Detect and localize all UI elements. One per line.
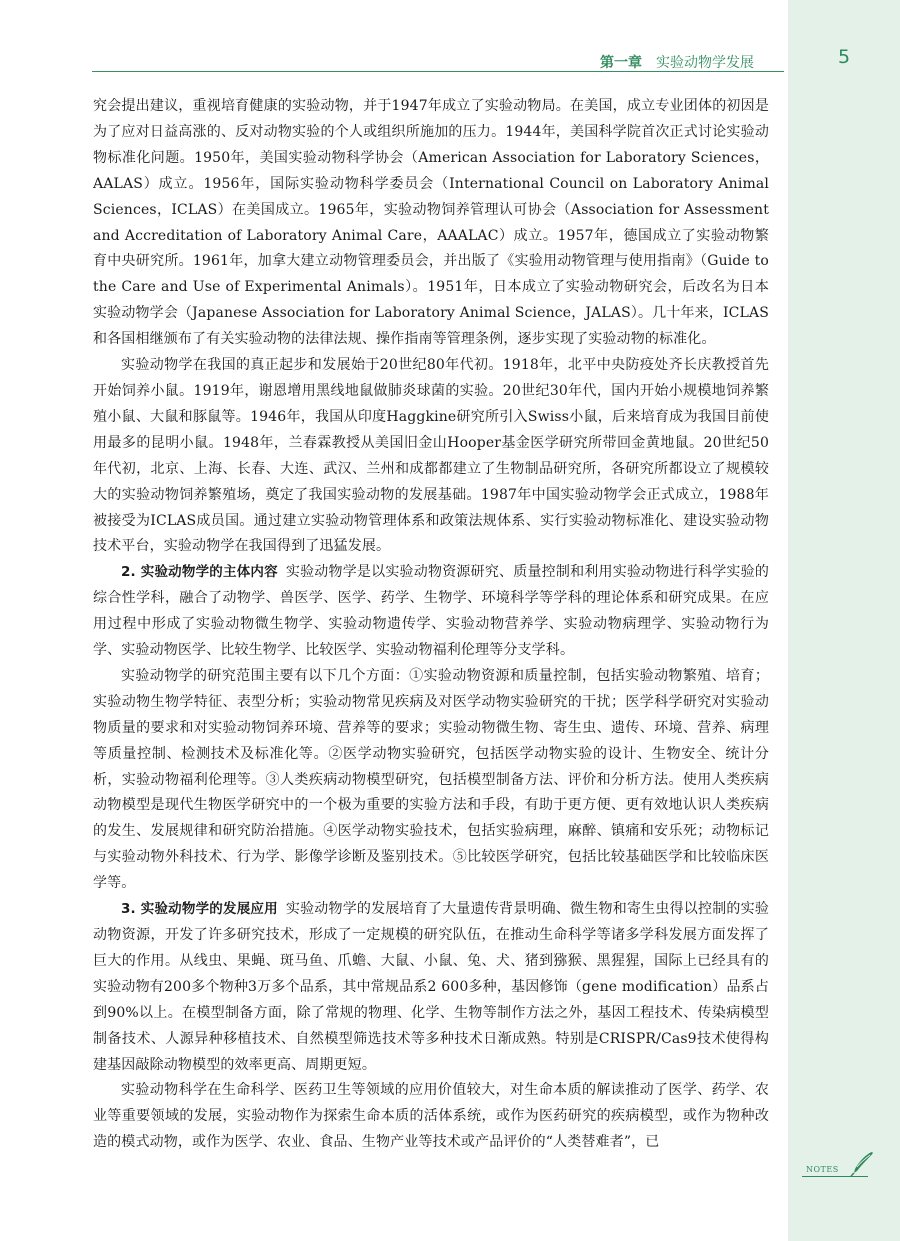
notes-margin [788, 0, 900, 1241]
header-divider [92, 71, 784, 72]
section-heading: 2. 实验动物学的主体内容 [121, 564, 278, 581]
paragraph [93, 353, 769, 560]
paragraph-text: 究会提出建议，重视培育健康的实验动物，并于1947年成立了实验动物局。在美国，成立专业团体的初因是为了应对日益高涨的、反对动物实验的个人或组织所施加的压力。1944年，美国科学院首次正式讨论实验动物标准化问题。1950年，美国实验动物科学协会（American Association for Laboratory Sciences，AALAS）成立。1956年，国际实验动物科学委员会（International Council on Laboratory Animal Sciences，ICLAS）在美国成立。1965年，实验动物饲养管理认可协会（Association for Assessment and Accreditation of Laboratory Animal Care，AAALAC）成立。1957年，德国成立了实验动物繁育中央研究所。1961年，加拿大建立动物管理委员会，并出版了《实验用动物管理与使用指南》（Guide to the Care and Use of Experimental Animals）。1951年，日本成立了实验动物研究会，后改名为日本实验动物学会（Japanese Association for Laboratory Animal Science，JALAS）。几十年来，ICLAS和各国相继颁布了有关实验动物的法律法规、操作指南等管理条例，逐步实现了实验动物的标准化。 [93, 98, 769, 348]
running-header [600, 52, 780, 72]
pen-icon [846, 1150, 876, 1178]
paragraph-text: 实验动物学的发展培育了大量遗传背景明确、微生物和寄生虫得以控制的实验动物资源，开发了许多研究技术，形成了一定规模的研究队伍，在推动生命科学等诸多学科发展方面发挥了巨大的作用。从线虫、果蝇、斑马鱼、爪蟾、大鼠、小鼠、兔、犬、猪到猕猴、黑猩猩，国际上已经具有的实验动物有200多个物种3万多个品系，其中常规品系2 600多种，基因修饰（gene modification）品系占到90%以上。在模型制备方面，除了常规的物理、化学、生物等制作方法之外，基因工程技术、传染病模型制备技术、人源异种移植技术、自然模型筛选技术等多种技术日渐成熟。特别是CRISPR/Cas9技术使得构建基因敲除动物模型的效率更高、周期更短。 [93, 901, 769, 1073]
section-heading: 3. 实验动物学的发展应用 [121, 901, 278, 918]
paragraph [93, 560, 769, 664]
paragraph-text: 实验动物学的研究范围主要有以下几个方面：①实验动物资源和质量控制，包括实验动物繁殖、培育；实验动物生物学特征、表型分析；实验动物常见疾病及对医学动物实验研究的干扰；医学科学研究对实验动物质量的要求和对实验动物饲养环境、营养等的要求；实验动物微生物、寄生虫、遗传、环境、营养、病理等质量控制、检测技术及标准化等。②医学动物实验研究，包括医学动物实验的设计、生物安全、统计分析，实验动物福利伦理等。③人类疾病动物模型研究，包括模型制备方法、评价和分析方法。使用人类疾病动物模型是现代生物医学研究中的一个极为重要的实验方法和手段，有助于更方便、更有效地认识人类疾病的发生、发展规律和研究防治措施。④医学动物实验技术，包括实验病理，麻醉、镇痛和安乐死；动物标记与实验动物外科技术、行为学、影像学诊断及鉴别技术。⑤比较医学研究，包括比较基础医学和比较临床医学等。 [93, 667, 769, 892]
paragraph-text: 实验动物科学在生命科学、医药卫生等领域的应用价值较大，对生命本质的解读推动了医学、药学、农业等重要领域的发展，实验动物作为探索生命本质的活体系统，或作为医药研究的疾病模型，或作为物种改造的模式动物，或作为医学、农业、食品、生物产业等技术或产品评价的“人类替难者”，已 [93, 1082, 769, 1151]
chapter-title: 实验动物学发展 [656, 55, 754, 71]
paragraph-text: 实验动物学是以实验动物资源研究、质量控制和利用实验动物进行科学实验的综合性学科，融合了动物学、兽医学、医学、药学、生物学、环境科学等学科的理论体系和研究成果。在应用过程中形成了实验动物微生物学、实验动物遗传学、实验动物营养学、实验动物病理学、实验动物行为学、实验动物医学、比较生物学、比较医学、实验动物福利伦理等分支学科。 [93, 564, 769, 659]
page-number: 5 [837, 46, 851, 68]
paragraph-text: 实验动物学在我国的真正起步和发展始于20世纪80年代初。1918年，北平中央防疫处齐长庆教授首先开始饲养小鼠。1919年，谢恩增用黑线地鼠做肺炎球菌的实验。20世纪30年代，国内开始小规模地饲养繁殖小鼠、大鼠和豚鼠等。1946年，我国从印度Haggkine研究所引入Swiss小鼠，后来培育成为我国目前使用最多的昆明小鼠。1948年，兰春霖教授从美国旧金山Hooper基金医学研究所带回金黄地鼠。20世纪50年代初，北京、上海、长春、大连、武汉、兰州和成都都建立了生物制品研究所，各研究所都设立了规模较大的实验动物饲养繁殖场，奠定了我国实验动物的发展基础。1987年中国实验动物学会正式成立，1988年被接受为ICLAS成员国。通过建立实验动物管理体系和政策法规体系、实行实验动物标准化、建设实验动物技术平台，实验动物学在我国得到了迅猛发展。 [93, 357, 769, 555]
notes-marker [798, 1150, 878, 1180]
notes-label: NOTES [806, 1165, 839, 1174]
paragraph [93, 1078, 769, 1156]
paragraph [93, 664, 769, 897]
paragraph [93, 897, 769, 1078]
paragraph [93, 94, 769, 353]
body-text [93, 94, 769, 1156]
chapter-label: 第一章 [600, 55, 642, 71]
